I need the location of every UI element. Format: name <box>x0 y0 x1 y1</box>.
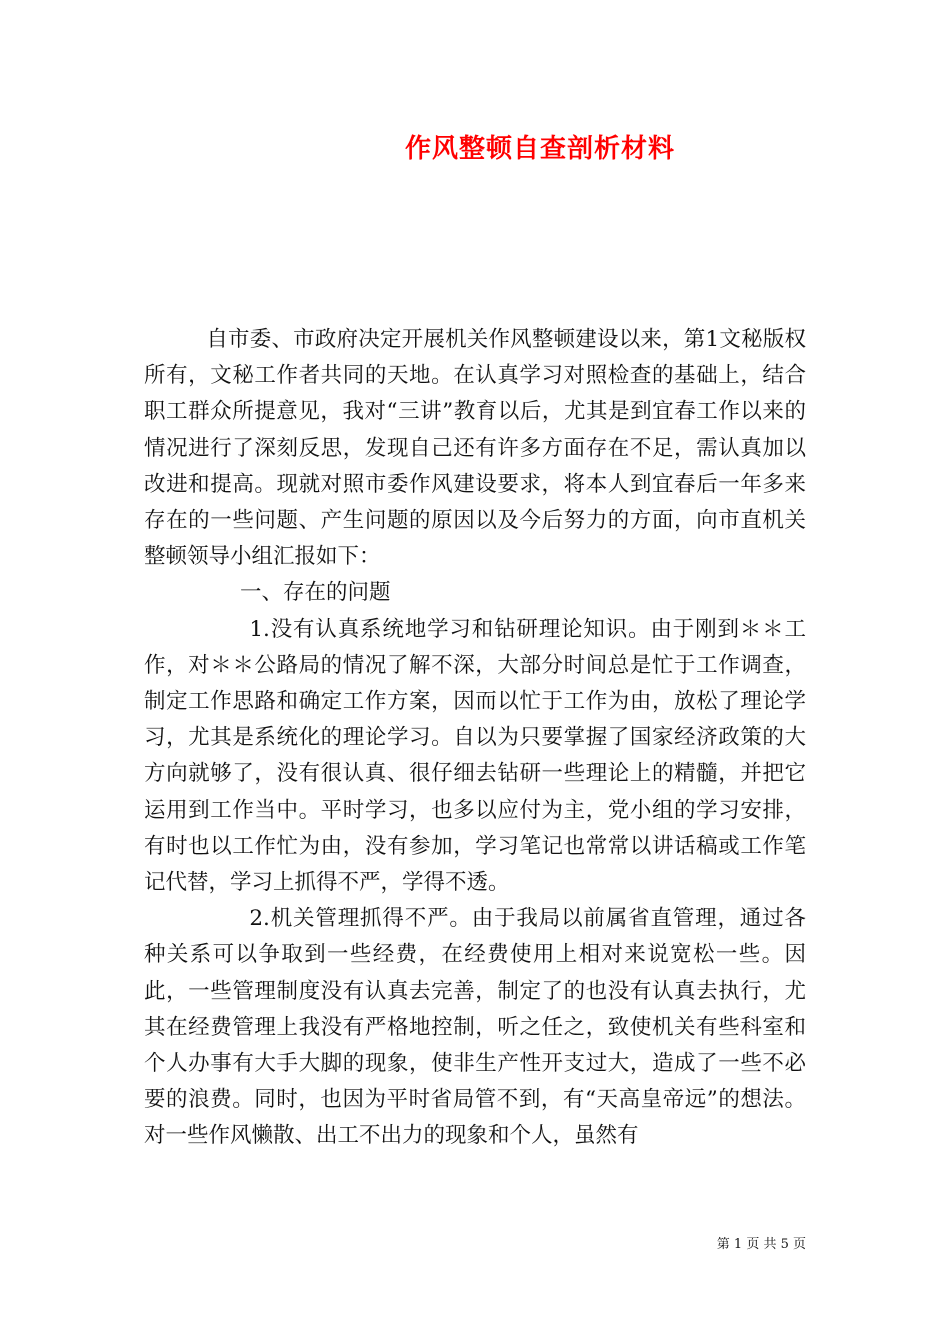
section-heading: 一、存在的问题 <box>240 580 391 606</box>
item-2-paragraph: 2.机关管理抓得不严。由于我局以前属省直管理，通过各种关系可以争取到一些经费，在经费使用上相对来说宽松一些。因此，一些管理制度没有认真去完善，制定了的也没有认真去执行，尤其在经费管理上我没有严格地控制，听之任之，致使机关有些科室和个人办事有大手大脚的现象，使非生产性开支过大，造成了一些不必要的浪费。同时，也因为平时省局管不到，有“天高皇帝远”的想法。对一些作风懒散、出工不出力的现象和个人，虽然有 <box>144 906 806 1149</box>
intro-paragraph: 自市委、市政府决定开展机关作风整顿建设以来，第1文秘版权所有，文秘工作者共同的天地。在认真学习对照检查的基础上，结合职工群众所提意见，我对“三讲”教育以后，尤其是到宜春工作以来的情况进行了深刻反思，发现自己还有许多方面存在不足，需认真加以改进和提高。现就对照市委作风建设要求，将本人到宜春后一年多来存在的一些问题、产生问题的原因以及今后努力的方面，向市直机关整顿领导小组汇报如下： <box>144 327 806 570</box>
item-1-paragraph: 1.没有认真系统地学习和钻研理论知识。由于刚到＊＊工作，对＊＊公路局的情况了解不深，大部分时间总是忙于工作调查，制定工作思路和确定工作方案，因而以忙于工作为由，放松了理论学习，尤其是系统化的理论学习。自以为只要掌握了国家经济政策的大方向就够了，没有很认真、很仔细去钻研一些理论上的精髓，并把它运用到工作当中。平时学习，也多以应付为主，党小组的学习安排，有时也以工作忙为由，没有参加，学习笔记也常常以讲话稿或工作笔记代替，学习上抓得不严，学得不透。 <box>144 616 806 896</box>
page-number: 第 1 页 共 5 页 <box>716 1237 806 1252</box>
document-title: 作风整顿自查剖析材料 <box>404 134 675 164</box>
document-body <box>144 322 806 1155</box>
